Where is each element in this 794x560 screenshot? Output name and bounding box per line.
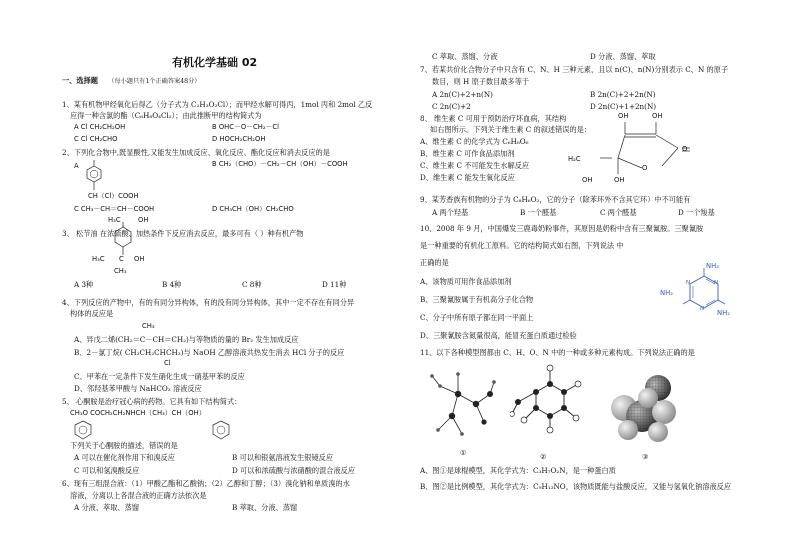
q2-option-d[interactable]: D CH₃CH（OH）CH₂CHO bbox=[212, 205, 294, 213]
q8-option-c[interactable]: C、维生素 C 不可能发生水解反应 bbox=[420, 161, 530, 170]
page-title: 有机化学基础 02 bbox=[172, 56, 258, 69]
q5-structure: CH₃O COCH₂CH₂NHCH（CH₃）CH（OH） bbox=[70, 409, 206, 417]
q6-stem-line2: 溶液，分离以上各混合液的正确方法依次是 bbox=[70, 491, 207, 500]
q6-stem-line1: 6、现有三组混合液：（1）甲酸乙酯和乙酸钠；（2）乙醇和丁醇；（3）溴化钠和单质溴的水 bbox=[62, 479, 350, 488]
q10-option-b[interactable]: B、三聚氰胺属于有机高分子化合物 bbox=[420, 295, 534, 304]
q1-stem-line2: 应得一种含氯的酯（C₆H₈O₄Cl₂）；由此推断甲的结构简式为 bbox=[70, 111, 262, 120]
q11-option-a[interactable]: A、图①是球棍模型，其化学式为：C₃H₇O₂N，是一种蛋白质 bbox=[420, 466, 616, 475]
q4-cl-label: Cl bbox=[164, 359, 171, 367]
q10-stem-line3: 正确的是 bbox=[420, 258, 449, 267]
q11-ball-stick-model-1 bbox=[428, 364, 498, 444]
q7-stem-line1: 7、若某共价化合物分子中只含有 C、N、H 三种元素，且以 n(C)、n(N)分别表示 C、N 的原子 bbox=[420, 65, 729, 74]
q3-h3c-top: H₃C bbox=[108, 216, 121, 224]
q2-stem: 2、下列化合物中,既显酸性,又能发生加成反应、氧化反应、酯化反应和消去反应的是 bbox=[62, 148, 330, 157]
q4-stem-line2: 构体的反应是 bbox=[70, 309, 114, 318]
q8-oh-3: OH bbox=[582, 176, 593, 184]
q9-option-d[interactable]: D 一个羧基 bbox=[678, 208, 715, 217]
q1-option-a[interactable]: A Cl CH₂CH₂OH bbox=[74, 123, 126, 131]
q5-option-b[interactable]: B 可以和银氨溶液发生银镜反应 bbox=[232, 453, 334, 462]
q1-option-b[interactable]: B OHC－O－CH₂－Cl bbox=[212, 123, 279, 131]
q10-nh2-left: NH₂ bbox=[660, 289, 673, 297]
q9-option-a[interactable]: A 两个羟基 bbox=[432, 208, 469, 217]
q2-option-b[interactable]: B CH₂（CHO）－CH₂－CH（OH）－COOH bbox=[212, 160, 348, 168]
q11-figure-1-label: ① bbox=[460, 448, 467, 457]
q10-option-c[interactable]: C、分子中所有原子都在同一平面上 bbox=[420, 313, 534, 322]
q3-cyclohexane-icon bbox=[108, 222, 138, 258]
q4-option-a[interactable]: A、异戊二烯(CH₂＝C－CH＝CH₂)与等物质的量的 Br₂ 发生加成反应 bbox=[74, 335, 299, 344]
q10-ring-n-3: N bbox=[700, 306, 705, 312]
q5-question: 下列关于心酮胺的描述，错误的是 bbox=[70, 441, 178, 450]
q10-ring-n-2: N bbox=[714, 280, 719, 286]
q10-ring-n-1: N bbox=[686, 280, 691, 286]
q11-stem: 11、以下各种模型图都由 C、H、O、N 中的一种或多种元素构成。下列说法正确的是 bbox=[420, 348, 695, 357]
q11-space-filling-model-3 bbox=[598, 368, 688, 450]
q2-benzene-ring-icon bbox=[84, 160, 104, 194]
q7-option-a[interactable]: A 2n(C)+2+n(N) bbox=[432, 90, 493, 99]
q11-figure-3-label: ③ bbox=[642, 452, 649, 461]
q10-nh2-top: NH₂ bbox=[706, 262, 719, 270]
q10-option-d[interactable]: D、三聚氰胺含氮量很高，能冒充蛋白质通过检验 bbox=[420, 331, 577, 340]
q10-stem-line2: 是一种重要的有机化工原料。它的结构简式如右图，下列说法 中 bbox=[420, 241, 624, 250]
q2-option-c[interactable]: C CH₃－CH＝CH－COOH bbox=[74, 205, 155, 213]
q3-oh-bottom: OH bbox=[134, 255, 145, 263]
q9-option-c[interactable]: C 两个醛基 bbox=[600, 208, 637, 217]
q3-stem: 3、 松节油 在浓硫酸、加热条件下反应消去反应，最多可有（ ）种有机产物 bbox=[62, 229, 304, 238]
q11-option-b[interactable]: B、图②是比例模型，其化学式为：C₉H₁₃NO，该物质既能与盐酸反应，又能与氢氧化钠溶液反应 bbox=[420, 482, 732, 491]
q4-option-d[interactable]: D、邻羟基苯甲酸与 NaHCO₃ 溶液反应 bbox=[74, 384, 202, 393]
q7-option-b[interactable]: B 2n(C)+2+2n(N) bbox=[590, 90, 656, 99]
q10-stem-line1: 10、2008 年 9 月，中国爆发三鹿毒奶粉事件，其原因是奶粉中含有三聚氰胺。三聚氰胺 bbox=[420, 224, 704, 233]
q5-stem: 5、 心酮胺是治疗冠心病的药物。它具有如下结构简式： bbox=[62, 397, 242, 406]
section-heading: 一、选择题 （每小题只有1个正确答案48分） bbox=[62, 76, 201, 85]
q6-option-c[interactable]: C 萃取、蒸馏、分液 bbox=[432, 52, 498, 61]
q8-oh-4: OH bbox=[614, 176, 625, 184]
q8-option-a[interactable]: A、维生素 C 的化学式为 C₆H₈O₆ bbox=[420, 137, 529, 146]
q9-option-b[interactable]: B 一个醛基 bbox=[520, 208, 557, 217]
q8-oh-2: OH bbox=[652, 112, 663, 120]
q4-ch3-label: CH₃ bbox=[142, 322, 155, 330]
q8-vitamin-c-structure-icon bbox=[590, 120, 710, 182]
q3-option-c[interactable]: C 8种 bbox=[242, 280, 262, 289]
q1-stem-line1: 1、某有机物甲经氧化后得乙（分子式为 C₂H₃O₂Cl）；而甲经水解可得丙，1mol 丙和 2mol 乙反 bbox=[62, 100, 373, 109]
q8-stem-line1: 8、 维生素 C 可用于预防治疗坏血病，其结构 bbox=[420, 114, 567, 123]
q3-option-a[interactable]: A 3种 bbox=[74, 280, 94, 289]
q8-stem-line2: 如右图所示。下列关于维生素 C 的叙述错误的是： bbox=[430, 125, 592, 134]
q5-benzene-ring-left-icon bbox=[72, 419, 94, 441]
q6-option-a[interactable]: A 分液、萃取、蒸馏 bbox=[74, 503, 139, 512]
q1-option-c[interactable]: C Cl CH₂CHO bbox=[74, 135, 118, 143]
q1-option-d[interactable]: D HOCH₂CH₂OH bbox=[212, 135, 266, 143]
q5-option-d[interactable]: D 可以和浓硫酸与浓硝酸的混合液反应 bbox=[232, 466, 356, 475]
q3-option-d[interactable]: D 11种 bbox=[322, 280, 347, 289]
q8-ketone-o: O bbox=[682, 145, 688, 153]
q10-nh2-right: NH₂ bbox=[717, 309, 730, 317]
q10-option-a[interactable]: A、该物质可用作食品添加剂 bbox=[420, 277, 512, 286]
q2-option-a[interactable]: A bbox=[74, 162, 79, 170]
q3-option-b[interactable]: B 4种 bbox=[162, 280, 182, 289]
q3-oh-top: OH bbox=[138, 216, 149, 224]
q4-stem-line1: 4、下列反应的产物中，有的有同分异构体，有的没有同分异构体，其中一定不存在有同分异 bbox=[62, 298, 355, 307]
q7-option-c[interactable]: C 2n(C)+2 bbox=[432, 102, 471, 111]
q6-option-d[interactable]: D 分液、蒸馏、萃取 bbox=[590, 52, 656, 61]
q5-option-a[interactable]: A 可以在催化剂作用下和溴反应 bbox=[74, 453, 175, 462]
q11-ball-stick-model-2 bbox=[510, 362, 590, 446]
q3-c-bottom: C bbox=[119, 255, 124, 263]
q2-a-substituent: CH（Cl）COOH bbox=[88, 192, 139, 200]
q4-option-b[interactable]: B、2－氯丁烷( CH₃CH₂CHCH₃)与 NaOH 乙醇溶液共热发生消去 HCl 分子的反应 bbox=[74, 348, 345, 357]
q8-ring-o: O bbox=[642, 164, 648, 172]
q5-benzene-ring-right-icon bbox=[210, 419, 232, 441]
q7-stem-line2: 数目，则 H 原子数目最多等于 bbox=[432, 77, 530, 86]
q8-option-b[interactable]: B、维生素 C 可作食品添加剂 bbox=[420, 149, 515, 158]
q8-h2c: H₂C bbox=[568, 155, 581, 163]
q8-option-d[interactable]: D、维生素 C 能发生氧化反应 bbox=[420, 173, 515, 182]
q3-h3c-bottom: H₃C bbox=[92, 255, 105, 263]
q7-option-d[interactable]: D 2n(C)+1+2n(N) bbox=[590, 102, 657, 111]
q6-option-b[interactable]: B 萃取、分液、蒸馏 bbox=[232, 503, 298, 512]
q8-oh-1: OH bbox=[618, 112, 629, 120]
q3-ch3-bottom: CH₃ bbox=[114, 267, 127, 275]
q4-option-c[interactable]: C、甲苯在一定条件下发生硝化生成一硝基甲苯的反应 bbox=[74, 372, 245, 381]
q5-option-c[interactable]: C 可以和氢溴酸反应 bbox=[74, 466, 140, 475]
q9-stem: 9、某芳香族有机物的分子为 C₈H₆O₂，它的分子（除苯环外不含其它环）中不可能有 bbox=[420, 195, 691, 204]
q11-figure-2-label: ② bbox=[540, 452, 547, 461]
